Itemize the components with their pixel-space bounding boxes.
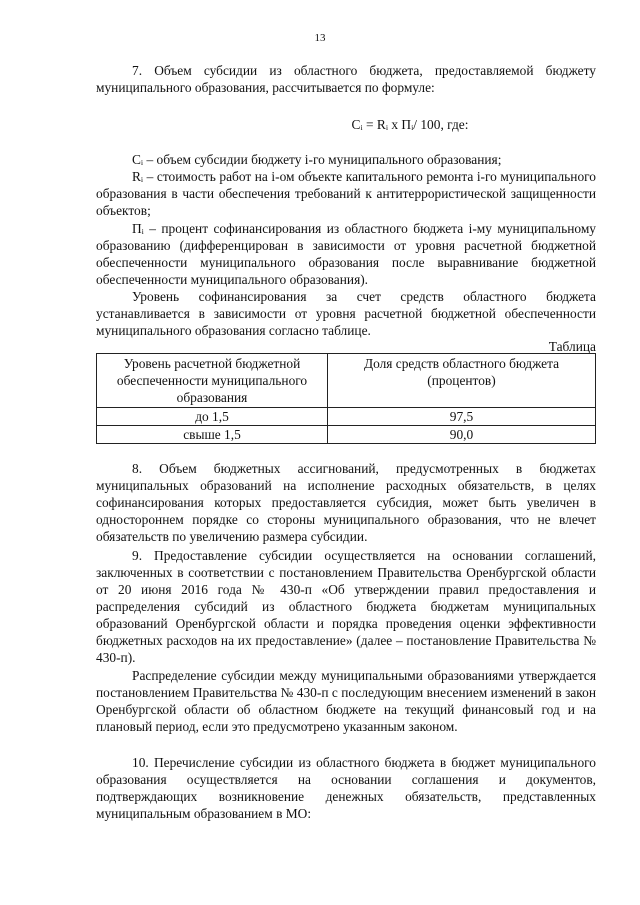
item7-intro: 7. Объем субсидии из областного бюджета, предоставляемой бюджету муниципального образования, рассчитывается по формуле: xyxy=(96,63,596,95)
definition-c: Cᵢ – объем субсидии бюджету i-го муниципального образования; xyxy=(132,152,502,167)
table-row xyxy=(97,408,596,426)
table-cell-level: до 1,5 xyxy=(97,408,328,426)
cofinancing-level-text: Уровень софинансирования за счет средств областного бюджета устанавливается в зависимости от уровня расчетной бюджетной обеспеченности муниципального образования согласно таблице. xyxy=(96,289,596,338)
formula: Cᵢ = Rᵢ x Пᵢ/ 100, где: xyxy=(351,117,469,132)
table-cell-level: свыше 1,5 xyxy=(97,426,328,444)
table-cell-share: 90,0 xyxy=(328,426,596,444)
item10-paragraph: 10. Перечисление субсидии из областного бюджета в бюджет муниципального образования осуществляется на основании соглашения и документов, подтверждающих возникновение денежных обязательств, представленных муниципальным образованием в МО: xyxy=(96,755,596,821)
item8-paragraph: 8. Объем бюджетных ассигнований, предусмотренных в бюджетах муниципальных образований на исполнение расходных обязательств, в целях софинансирования которых предоставляется субсидия, может быть увеличен в одностороннем порядке со стороны муниципального образования, что не влечет обязательств по увеличению размера субсидии. xyxy=(96,461,596,544)
page-number: 13 xyxy=(314,32,326,44)
table-cell-share: 97,5 xyxy=(328,408,596,426)
table-header-level: Уровень расчетной бюджетной обеспеченности муниципального образования xyxy=(97,354,328,408)
table-header-share: Доля средств областного бюджета (процентов) xyxy=(328,354,596,408)
table-header-row xyxy=(97,354,596,408)
table-caption: Таблица xyxy=(548,339,596,354)
definition-r: Rᵢ – стоимость работ на i-ом объекте капитального ремонта i-го муниципального образования в части обеспечения требований к антитеррористической защищенности объектов; xyxy=(96,169,596,218)
cofinancing-table xyxy=(96,353,596,444)
item9-paragraph: 9. Предоставление субсидии осуществляется на основании соглашений, заключенных в соответствии с постановлением Правительства Оренбургской области от 20 июня 2016 года № 430-п «Об утверждении правил предоставления и распределения субсидий из областного бюджета бюджетам муниципальных образований Оренбургской области и порядка проведения оценки эффективности бюджетных расходов на их предоставление» (далее – постановление Правительства № 430-п). xyxy=(96,548,596,665)
distribution-paragraph: Распределение субсидии между муниципальными образованиями утверждается постановлением Правительства № 430-п с последующим внесением изменений в закон Оренбургской области об областном бюджете на текущий финансовый год и на плановый период, если это предусмотрено указанным законом. xyxy=(96,668,596,734)
table-row xyxy=(97,426,596,444)
definition-p: Пᵢ – процент софинансирования из областного бюджета i-му муниципальному образованию (дифференцирован в зависимости от уровня расчетной бюджетной обеспеченности муниципального образования после выравнивание бюджетной обеспеченности муниципального образования). xyxy=(96,221,596,287)
